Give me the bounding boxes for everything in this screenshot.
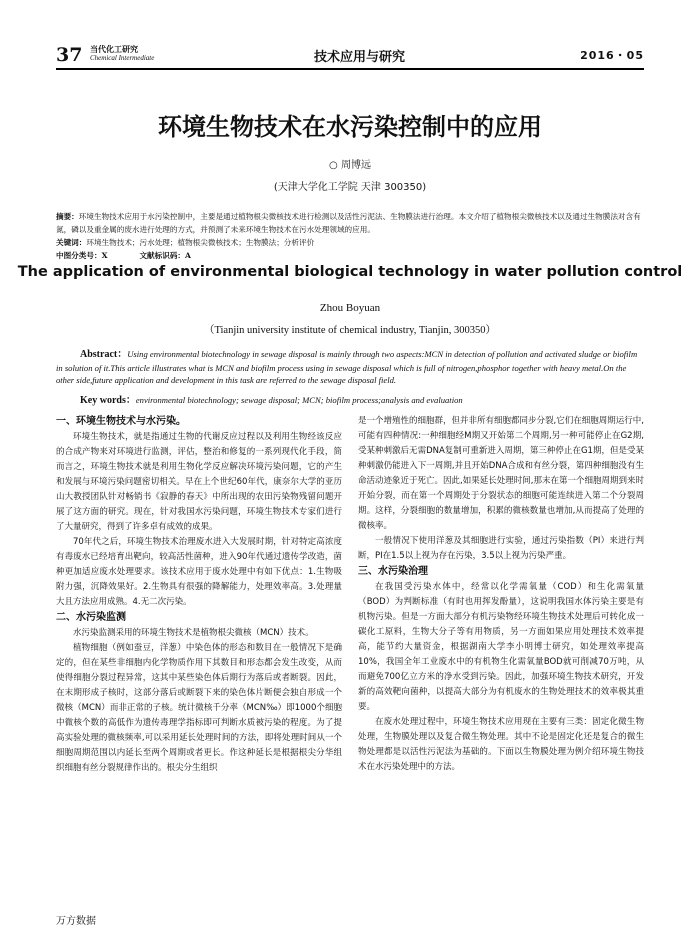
footer-watermark: 万方数据	[56, 916, 96, 927]
paragraph: 在废水处理过程中，环境生物技术应用现在主要有三类：固定化微生物处理，生物膜处理以及复合微生物处理。其中不论是固定化还是复合的微生物处理都是以活性污泥法为基础的。下面以生物膜处理为例介绍环境生物技术在水污染处理中的方法。	[358, 717, 644, 772]
section-title: 技术应用与研究	[314, 50, 406, 65]
clc-label: 中图分类号：	[56, 251, 102, 260]
abstract-cn-label: 摘要：	[56, 212, 79, 221]
keywords-cn	[56, 236, 644, 249]
classification	[56, 249, 644, 262]
keywords-cn-label: 关键词：	[56, 238, 87, 247]
keywords-en-label: Key words：	[80, 395, 136, 406]
section-2-heading: 二、水污染监测	[56, 612, 126, 623]
body-column-right	[358, 414, 644, 775]
author-cn: ○ 周博远	[329, 160, 371, 171]
keywords-en	[80, 391, 644, 406]
issue-number: 2016・05	[580, 49, 644, 62]
paragraph: 70年代之后，环境生物技术治理废水进入大发展时期，针对特定高浓度有毒废水已经培育出靶向，较高活性菌种，进入90年代通过遗传学改造，菌种更加适应废水处理要求。该技术应用于废水处理中有如下优点：1.生物吸附力强，沉降效果好。2.生物具有很强的降解能力，处理效率高。3.处理量大且方法应用成熟。4.无二次污染。	[56, 537, 342, 607]
abstract-cn-text: 环境生物技术应用于水污染控制中，主要是通过植物根尖微核技术进行检测以及活性污泥法、生物膜法进行治理。本文介绍了植物根尖微核技术以及通过生物膜法对含有氮，磷以及重金属的废水进行处理的方式，并预测了未来环境生物技术在污水处理领域的应用。	[56, 212, 641, 234]
keywords-en-text: environmental biotechnology; sewage disposal; MCN; biofilm process;analysis and evaluation	[135, 395, 463, 405]
abstract-en-label: Abstract：	[80, 349, 128, 360]
keywords-cn-text: 环境生物技术；污水处理；植物根尖微核技术；生物膜法；分析评价	[86, 238, 315, 247]
page-number: 37	[56, 44, 83, 66]
paragraph: 水污染监测采用的环境生物技术是植物根尖微核（MCN）技术。	[73, 628, 314, 638]
page-header	[56, 44, 644, 66]
author-en: Zhou Boyuan	[319, 302, 381, 314]
abstract-cn-block	[56, 210, 644, 262]
paragraph: 一般情况下使用洋葱及其细胞进行实验，通过污染指数（PI）来进行判断，PI在1.5以上视为存在污染，3.5以上视为污染严重。	[358, 536, 644, 561]
affiliation-cn: (天津大学化工学院 天津 300350)	[273, 182, 427, 193]
paragraph: 是一个增殖性的细胞群，但并非所有细胞都同步分裂,它们在细胞周期运行中,可能有四种情况:一种细胞经M期又开始第二个周期,另一种可能停止在G2期,受某种刺激后无需DNA复制可重新进入周期，第三种停止在G1期，但是受某种刺激仍能进入下一周期,并且开始DNA合成和有丝分裂，第四种细胞没有生命活动迹象近于死亡。因此,如果延长处理时间,那末在第一个细胞周期到来时开始分裂，而在第一个周期处于分裂状态的细胞可能连续进入第二个分裂周期。这样，分裂细胞的数量增加，积累的微核数量也增加,从而提高了处理的微核率。	[358, 416, 644, 531]
journal-name-cn: 当代化工研究	[90, 45, 138, 54]
paragraph: 植物细胞（例如蚕豆，洋葱）中染色体的形态和数目在一般情况下是确定的，但在某些非细胞内化学物质作用下其数目和形态都会发生改变，从而使得细胞分裂过程异常，这其中某些染色体后期行为落后或者断裂。因此，在末期形成子核时，这部分落后或断裂下来的染色体片断便会独自形成一个微核（MCN）而非正常的子核。统计微核千分率（MCN‰）即1000个细胞中微核个数的高低作为遗传毒理学指标即可判断水质被污染的程度。为了提高实验处理的微核频率,可以采用延长处理时间的方法，即将处理时间从一个细胞周期范围以内延长至两个周期或者更长。作这种延长是根据根尖分华组织细胞有丝分裂规律作出的。根尖分生组织	[56, 643, 342, 773]
doc-code-value: A	[185, 251, 191, 260]
abstract-en-text: Using environmental biotechnology in sewage disposal is mainly through two aspects:MCN in detection of pollution and activated sludge or biofilm in solution of it.This article illustrates what is MCN and biofilm process using in sewage disposal which is full of nitrogen,phosphor together with heavy metal.On the other side,future application and development in this task are referred to the sewage disposal field.	[56, 349, 638, 385]
abstract-cn	[56, 210, 644, 236]
clc-value: X	[101, 251, 108, 260]
article-title-en: The application of environmental biological technology in water pollution control	[17, 264, 683, 280]
abstract-en	[56, 348, 644, 387]
journal-name	[90, 45, 154, 63]
journal-name-en: Chemical Intermediate	[90, 54, 155, 62]
paragraph: 在我国受污染水体中，经常以化学需氧量（COD）和生化需氧量（BOD）为判断标准（有时也用挥发酚量），这说明我国水体污染主要是有机物污染。但是一方面大部分有机污染物经环境生物技术处理后可转化成一碳化工原料，生物大分子等有用物质，另一方面如果应用处理技术效率提高，能节约大量资金，根据湖南大学李小明博士研究，如处理效率提高10%，我国全年工业废水中的有机物生化需氧量BOD就可削减70万吨，从而避免700亿立方米的净水受到污染。因此，加强环境生物技术研究，开发新的高效靶向菌种，以提高大部分为有机废水的生物处理技术的效率极其重要。	[358, 582, 644, 712]
doc-code-label: 文献标识码：	[139, 251, 186, 260]
affiliation-en: （Tianjin university institute of chemical industry, Tianjin, 300350）	[203, 325, 497, 336]
section-1-heading: 一、环境生物技术与水污染。	[56, 416, 186, 427]
body-column-left	[56, 414, 342, 776]
paragraph: 环境生物技术，就是指通过生物的代谢反应过程以及利用生物经该反应的合成产物来对环境进行监测，评估，整治和修复的一系列现代化手段，简而言之，环境生物技术就是利用生物化学反应解决环境污染问题，它的产生和发展与环境污染问题密切相关。早在上个世纪60年代，康奈尔大学的亚历山大教授团队针对畅销书《寂静的春天》中所出现的农田污染物残留问题开展了这方面的研究。现在，针对我国水污染问题，环境生物技术专家们进行了大量研究，得到了许多卓有成效的成果。	[56, 432, 342, 532]
section-3-heading: 三、水污染治理	[358, 566, 428, 577]
header-rule	[56, 68, 644, 70]
article-title-cn: 环境生物技术在水污染控制中的应用	[158, 113, 542, 141]
